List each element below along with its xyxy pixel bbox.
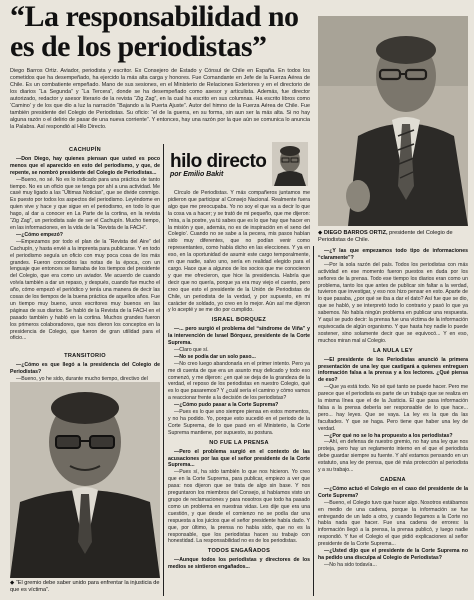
answer-text: —No ha sido todavía...: [324, 561, 377, 568]
question-text: —¿Usted dijo que el presidente de la Corte Suprema no ha pedido una disculpa al Colegio de Periodistas?: [318, 548, 468, 561]
subhead-no-fue-la-prensa: NO FUE LA PRENSA: [209, 439, 269, 446]
answer-text: —Que ya está todo. No sé qué tanto se puede hacer. Pero me parece que el periodista es parte de un trabajo que se realiza en la misma línea que el de la Justicia. El que pasa información falsa a la prensa debería ser responsable de lo que hace... pero... hay leyes. Que se vaya. La ley es la que da las facultades. Y que se haga. Pero tiene que haber una ley de verdad.: [318, 384, 468, 432]
column-rule-2: [313, 246, 314, 596]
subhead-todos-enganados: TODOS ENGAÑADOS: [207, 548, 271, 555]
lead-paragraph: Diego Barros Ortiz. Aviador, periodista y escritor. Ex Consejero de Estado y Cónsul de Chile en España. En todos los cometidos que ha desempeñado, ha ejercido la más alta carga y honores. Fue Comandante en Jefe de la Fuerza Aérea de Chile. Es un combatiente empeñado. Mano de sus sesiones, en el Ministerio de Relaciones Exteriores y en el directorio de los diarios “La Segunda” y “La Tercera”, donde se ha desempeñado como asesor y articulista. Además, fue director autorizado, redactor y asesor literario de la revista “Zig Zag”, en la cual ha escrito en sus columnas. Ha escrito libros como ‘Camino’ y de los que dio a luz la narración “Bajando a la Puerta Ajuste”. Autor del himno de la Fuerza Aérea de Chile. Fue también presidente del Colegio de Periodistas. Su oficio: “el de la guerra, en su forma, sin aun ser la más alta. Si no hay alguna razón o el delirio de pasar de una nueva corriente”. Y entonces, hay una razón por la que aún se comunica lo anuncia la Palabra. Así respondió al Hilo Directo.: [10, 68, 310, 130]
question-text: —... pero surgió el problema del “síndrome de Viña” y la intervención de Israel Bórquez, presidente de la Corte Suprema.: [168, 326, 310, 347]
answer-text: —Bueno, yo he sido, durante mucho tiempo, directivo del: [16, 375, 148, 382]
answer-text: —Empezamos por todo el plan de la “Revista del Aire” del Cachupín, y hasta envié a la imprenta para publicarse. Y en todo el periodismo seguía un oficio con muy poca cosa de los más grandes. Fueron conocidos las notas de la época, con un lenguaje que entonces se llamaba de los tiempos del presidente del Colegio, que era como un aviador. Me acuerdo de cuando volvía también a dar un repaso, y después, cuando fue mucho el año, cómo empezó el periódico y tenía una manera de decir las cosas de los tiempos de la buena práctica de aquellos años. Fue un tiempo muy bueno, unos escritores muy buenos en las páginas de sus diarios. Se habló de la Revista de la FACH en el pasado también y habló en la cortina. Muchos grandes fueron los primeros colaboradores, que nos dieron los conceptos en la presidencia de Colegio, que fueron de gran utilidad para el oficio...: [10, 238, 160, 342]
question-text: —Aunque todos los periodistas y directores de los medios se sintieron engañados...: [168, 557, 310, 571]
question-text: —No se podía dar un solo paso...: [174, 353, 256, 360]
question-text: —¿Cómo pudo pasar a la Corte Suprema?: [174, 402, 279, 409]
answer-text: —Bueno, el Colegio tuvo que hacer algo. Nosotros estábamos en medio de una cadena, porque la información se fue entregando de un lado a otro, y cuando llegamos a la Corte no había nada que hacer. Fue una cadena de errores: la información llegó a la prensa, la prensa publicó, y luego nadie respondió. Y fue el Colegio el que pidió explicaciones al señor presidente de la Corte Suprema...: [318, 499, 468, 548]
answer-text: —Ahí, en defensa de nuestro gremio, no hay una ley que nos proteja, pero hay un reglamento interno en el que el periodista debe guardar siempre su fuente. Y ahí estamos pensando en un estatuto, una ley de prensa, que dé más protección al periodista y a su trabajo...: [318, 439, 468, 474]
caption-bullet-icon: ◆: [10, 580, 16, 586]
subhead-cachupin: CACHUPÍN: [69, 147, 101, 153]
column-c: [318, 248, 468, 596]
question-text: —Don Diego, hay quienes piensan que usted es poco menos que el aparecido en esto del periodismo, y que, de repente, se nombró presidente del Colegio de Periodistas...: [10, 155, 160, 176]
caption-name: DIEGO BARROS ORTIZ,: [323, 230, 388, 236]
caption-role: presidente del Colegio de Periodistas de Chile.: [318, 230, 453, 243]
question-text: —¿Cómo empezó?: [16, 231, 63, 238]
author-thumbnail-photo: [272, 142, 308, 186]
portrait-left-caption: [10, 580, 162, 594]
caption-bullet-icon: ◆: [318, 230, 324, 236]
answer-text: Círculo de Periodistas. Y más compañeros juntamos me pidieron que participar al Consejo Nacional. Realmente fuera algo que me preocupaba. Yo no soy el que va a decir lo que la cosa va a hacer; y se trató de mi pequeño, que me dijeron: ‘mira, a la postre, ya tú sabes que es lo que hay que hacer en la misión y que, además, no es de inspiración en el seno del Colegio’. Cuando no se sabe a la pecera, mis pasos habían sido muy diferentes, que no podían venir como representantes, como había dicho en las elecciones. Y ya en eso, en la oportunidad de asumir este cargo temporalmente, en que nadie, salvo uno, sería en realidad elegido para el cargo. Hace que a algunos de los socios que me conocieron y que me ofrecieron, que hice la presidencia. Habría que decir que no quería, porque ya era muy viejo el cuento, pero creo que esto el presidente de la Unión de Periodistas de Chile, un periodista de la verdad, y por supuesto, en mi carácter de soldado, yo creo en lo mejor. Aún así me dijeron y lo acepté y se me dio por cumplido.: [168, 190, 310, 314]
column-a-lower: [10, 350, 160, 382]
author-thumbnail-image: [272, 142, 308, 186]
answer-text: —Pues sí, ha sido también lo que nos hicieron. Yo creo que en la Corte Suprema, para publicar, empiezo a ver que pasa: nos dijeron que se trata de algo sin base. Y nos preguntaron los miembros del Consejo, si habíamos visto un grupo de reclamaciones y para nosotros que todo ha pasado como un problema en nuestras vidas. Les dije que era una cuestión, y que desde el comienzo no se podía dar una respuesta a los juicios que el señor presidente había dado. Y que, por último, la prensa no había sido, que no es la responsable, que los periodistas hacen su trabajo con honestidad. La responsabilidad no es de los periodistas.: [168, 469, 310, 545]
portrait-right-image: [318, 16, 468, 226]
answer-text: —No creo luego abandonarla en el primer intento. Pero ya me di cuenta de que era un asunto muy delicado y todo eso comenzó, y me dijeron: ¿en qué se deja de la grandeza de la verdad, el reposo de los periodistas en nuestro Colegio, qué es lo que pasaremos? Y ¿cuál sería el camino y cómo vamos a reaccionar frente a la decisión de los periodistas?: [168, 360, 310, 402]
subhead-israel-borquez: ISRAEL BORQUEZ: [211, 317, 267, 324]
portrait-photo-right: [318, 16, 468, 226]
question-text: —El presidente de los Periodistas anunció la primera presentación de una ley que castigará a quienes entreguen información falsa a la prensa y a los lectores. ¿Qué piensa de eso?: [318, 356, 468, 384]
subhead-la-nula-ley: LA NULA LEY: [373, 347, 413, 354]
answer-text: —Bueno, no sé. No es lo indicado para una práctica de tanto tiempo. No es un oficio que se tenga por ahí a una actividad. Me casé muy ligado a las “Últimas Noticias”, que se divide conmigo. Es puesto por todos los aspectos del periodismo. Leyéndome en quien vive y hace y que sigue en el periodismo, en todo lo que hago, al dar a conocer en La Parte de la cortina, en la revista “Zig Zag”, un periodista sale de ser el Cachupín. Mucho tiempo, en las informaciones, en la vida de la “Revista de la FACH”.: [10, 176, 160, 231]
subhead-transitorio: TRANSITORIO: [64, 353, 106, 359]
answer-text: —Pues es lo que uno siempre piensa en estos momentos, y no ha podido. Yo, porque esto sucedió en el periodo de la Corte Suprema, de lo que pasó en el Ministerio, la Corte Suprema mantiene, por supuesto, su postura.: [168, 409, 310, 436]
subhead-cadena: CADENA: [380, 477, 406, 483]
portrait-photo-left: [10, 382, 160, 578]
headline: “La responsabilidad no es de los periodistas”: [10, 0, 299, 63]
question-text: —¿Por qué no se lo ha propuesto a los periodistas?: [324, 432, 453, 439]
caption-quote: “El gremio debe saber unido para enfrentar la injusticia de que es víctima”.: [10, 580, 160, 593]
portrait-left-image: [10, 382, 160, 578]
logo-title: hilo directo: [170, 151, 267, 172]
column-b: [168, 190, 310, 596]
question-text: —¿Cómo es que llegó a la presidencia del Colegio de Periodistas?: [10, 361, 160, 375]
column-rule-1: [163, 144, 164, 596]
question-text: —¿Y las que empezamos todo tipo de informaciones “claramente”?: [318, 248, 468, 261]
question-text: —Pero el problema surgió en el contexto de las acusaciones por las que el señor presidente de la Corte Suprema...: [168, 448, 310, 469]
portrait-right-caption: [318, 230, 468, 244]
answer-text: —Por la sola razón del país. Todos los periodistas con más actividad en ese momento fueron puestos en duda por los señores de la prensa. Todo ese tiempo los diarios eran como un problema, tanto los que antes de publicar sin faltar a la verdad, tuvieron que investigar, y eso nos hizo pensar en esto. Aparte de lo que pasaba, ¿por qué se iba a dar el dato? Así fue que se dio, que se habló, y se interpretó todo lo contrario y pasó lo que ya sabemos. No había ningún problema en publicar una respuesta. Y aquí se pudo decir: la prensa fue una víctima de la información equivocada de algún organismo. Y que hasta hoy nadie lo puede sostener, sino solamente decir que se equivocó... Y en eso, muchos miran mal al Colegio.: [318, 261, 468, 344]
question-text: —¿Cómo actuó el Colegio en el caso del presidente de la Corte Suprema?: [318, 485, 468, 499]
column-a: [10, 144, 160, 350]
answer-text: —Claro que sí.: [174, 346, 209, 353]
logo-byline: por Emilio Bakit: [170, 171, 224, 178]
